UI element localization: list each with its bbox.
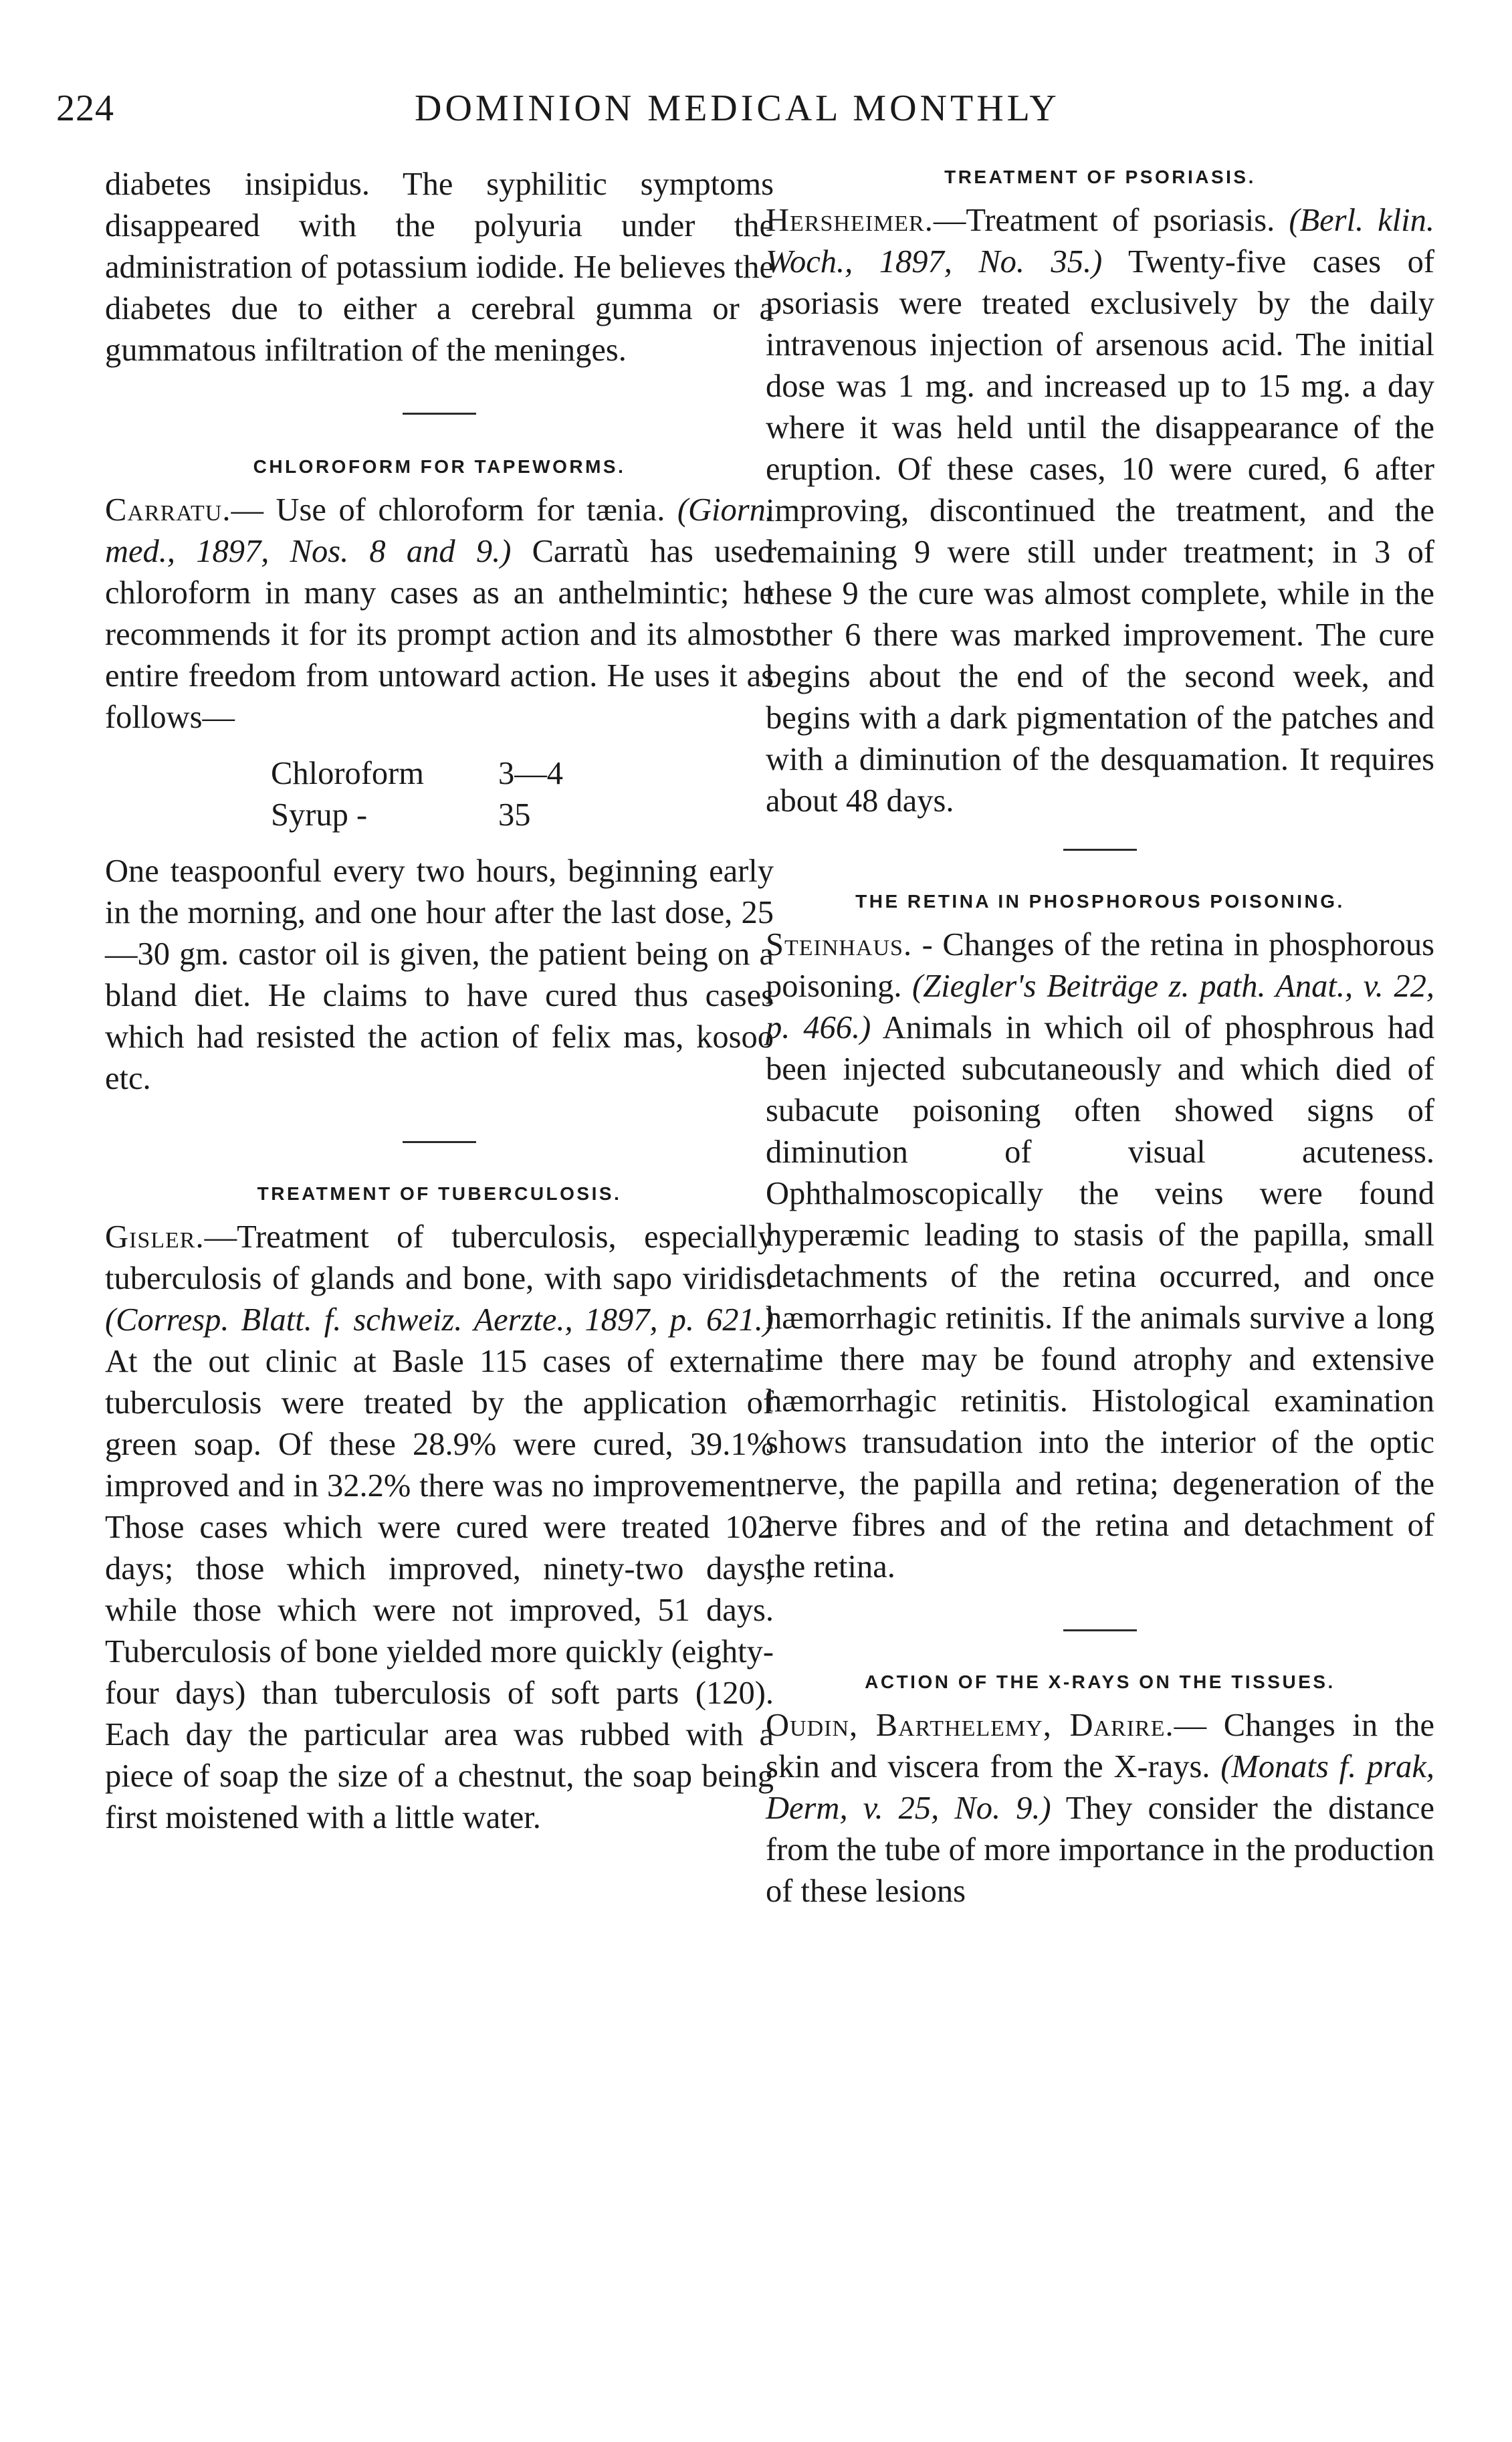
citation: (Ziegler's Beiträge z. path. Anat., v. 22, p. 466.) <box>766 969 1434 1045</box>
psoriasis-paragraph: Hersheimer.—Treatment of psoriasis. (Berl. klin. Woch., 1897, No. 35.) Twenty-five cases of psoriasis were treated exclusively by the daily intravenous injection of arsenous acid. The initial dose was 1 mg. and increased up to 15 mg. a day where it was held until the disappearance of the eruption. Of these cases, 10 were cured, 6 after improving, discontinued the treatment, and the remaining 9 were still under treatment; in 3 of these 9 the cure was almost complete, while in the other 6 there was marked improvement. The cure begins about the end of the second week, and begins with a dark pigmentation of the patches and with a diminution of the desquamation. It requires about 48 days. <box>766 203 1434 819</box>
section-divider <box>403 1141 476 1143</box>
author-lead: Steinhaus. <box>766 927 913 962</box>
xrays-paragraph: Oudin, Barthelemy, Darire.— Changes in the skin and viscera from the X-rays. (Monats f. prak, Derm, v. 25, No. 9.) They consider the distance from the tube of more importance in the production of these lesions <box>766 1708 1434 1909</box>
section-heading-tuberculosis: TREATMENT OF TUBERCULOSIS. <box>257 1183 622 1204</box>
section-heading-chloroform: CHLOROFORM FOR TAPEWORMS. <box>253 456 626 477</box>
tuberculosis-paragraph: Gisler.—Treatment of tuberculosis, especially tuberculosis of glands and bone, with sapo viridis. (Corresp. Blatt. f. schweiz. Aerzte., 1897, p. 621.) At the out clinic at Basle 115 cases of external tuberculosis were treated by the application of green soap. Of these 28.9% were cured, 39.1% improved and in 32.2% there was no improvement. Those cases which were cured were treated 102 days; those which improved, ninety-two days, while those which were not improved, 51 days. Tuberculosis of bone yielded more quickly (eighty-four days) than tuberculosis of soft parts (120). Each day the particular area was rubbed with a piece of soap the size of a chestnut, the soap being first moistened with a little water. <box>105 1219 774 1835</box>
chloroform-dosage-paragraph: One teaspoonful every two hours, beginning early in the morning, and one hour after the last dose, 25—30 gm. castor oil is given, the patient being on a bland diet. He claims to have cured thus cases which had resisted the action of felix mas, kosoo etc. <box>105 853 774 1096</box>
page-number: 224 <box>56 88 114 129</box>
section-heading-psoriasis: TREATMENT OF PSORIASIS. <box>944 167 1256 187</box>
citation: (Monats f. prak, Derm, v. 25, No. 9.) <box>766 1749 1434 1826</box>
left-column <box>105 164 774 1839</box>
right-column <box>766 164 1434 1912</box>
section-divider <box>1063 1629 1137 1631</box>
section-heading-retina: THE RETINA IN PHOSPHOROUS POISONING. <box>855 891 1345 912</box>
section-divider <box>403 413 476 415</box>
author-lead: Hersheimer. <box>766 203 934 238</box>
formula-row: Chloroform 3—4 <box>271 756 563 791</box>
prescription-formula <box>271 753 774 836</box>
retina-paragraph: Steinhaus. - Changes of the retina in phosphorous poisoning. (Ziegler's Beiträge z. path. Anat., v. 22, p. 466.) Animals in which oil of phosphrous had been injected subcutaneously and which died of subacute poisoning often showed signs of diminution of visual acuteness. Ophthalmoscopically the veins were found hyperæmic leading to stasis of the papilla, small detachments of the retina occurred, and once hæmorrhagic retinitis. If the animals survive a long time there may be found atrophy and extensive hæmorrhagic retinitis. Histological examination shows transudation into the interior of the optic nerve, the papilla and retina; degeneration of the nerve fibres and of the retina and detachment of the retina. <box>766 927 1434 1585</box>
continuation-paragraph: diabetes insipidus. The syphilitic symptoms disappeared with the polyuria under the administration of potassium iodide. He believes the diabetes due to either a cerebral gumma or a gummatous infiltration of the meninges. <box>105 167 774 368</box>
formula-row: Syrup - 35 <box>271 797 531 833</box>
section-divider <box>1063 849 1137 851</box>
citation: (Giorn. med., 1897, Nos. 8 and 9.) <box>105 492 774 569</box>
author-lead: Oudin, Barthelemy, Darire. <box>766 1708 1174 1743</box>
citation: (Corresp. Blatt. f. schweiz. Aerzte., 1897, p. 621.) <box>105 1302 774 1338</box>
running-title: DOMINION MEDICAL MONTHLY <box>415 88 1060 129</box>
author-lead: Carratu. <box>105 492 231 528</box>
chloroform-paragraph: Carratu.— Use of chloroform for tænia. (Giorn. med., 1897, Nos. 8 and 9.) Carratù has used chloroform in many cases as an anthelmintic; he recommends it for its prompt action and its almost entire freedom from untoward action. He uses it as follows— <box>105 492 774 735</box>
citation: (Berl. klin. Woch., 1897, No. 35.) <box>766 203 1434 280</box>
section-heading-xrays: ACTION OF THE X-RAYS ON THE TISSUES. <box>865 1671 1335 1692</box>
author-lead: Gisler. <box>105 1219 205 1255</box>
